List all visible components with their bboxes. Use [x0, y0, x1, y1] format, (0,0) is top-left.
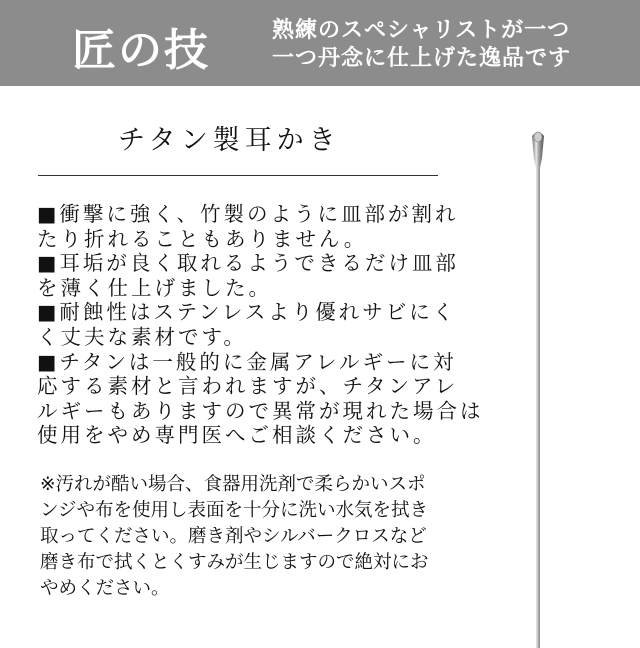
feature-line: ■衝撃に強く、竹製のように皿部が割れ — [37, 202, 459, 226]
feature-list — [37, 202, 484, 448]
feature-line: を薄く仕上げました。 — [37, 275, 272, 300]
feature-line: ■チタンは一般的に金属アレルギーに対 — [37, 349, 457, 374]
note-line: ※汚れが酷い場合、食器用洗剤で柔らかいスポ — [40, 474, 426, 495]
note-line: ンジや布を使用し表面を十分に洗い水気を拭き — [40, 500, 429, 521]
tagline-line: 熟練のスペシャリストが一つ — [272, 17, 571, 43]
tagline — [272, 16, 571, 72]
feature-line: く丈夫な素材です。 — [37, 324, 247, 349]
note-line: 磨き布で拭くとくすみが生じますので絶対にお — [40, 552, 429, 573]
feature-line: ルギーもありますので異常が現れた場合は — [37, 398, 484, 423]
feature-line: ■耐蝕性はステンレスより優れサビにく — [37, 300, 457, 325]
note-line: やめください。 — [40, 578, 170, 599]
ear-pick-image — [528, 128, 548, 648]
header-banner — [0, 0, 640, 86]
tagline-line: 一つ丹念に仕上げた逸品です — [272, 45, 572, 71]
care-note — [40, 472, 429, 602]
feature-line: 使用をやめ専門医へご相談ください。 — [37, 423, 437, 448]
feature-line: ■耳垢が良く取れるようできるだけ皿部 — [37, 251, 459, 276]
feature-line: たり折れることもありません。 — [37, 226, 368, 251]
logo: 匠の技 — [72, 25, 210, 76]
divider — [38, 175, 438, 176]
product-title: チタン製耳かき — [118, 125, 341, 156]
feature-line: 応する素材と言われますが、チタンアレ — [37, 374, 459, 399]
note-line: 取ってください。磨き剤やシルバークロスなど — [40, 526, 427, 547]
